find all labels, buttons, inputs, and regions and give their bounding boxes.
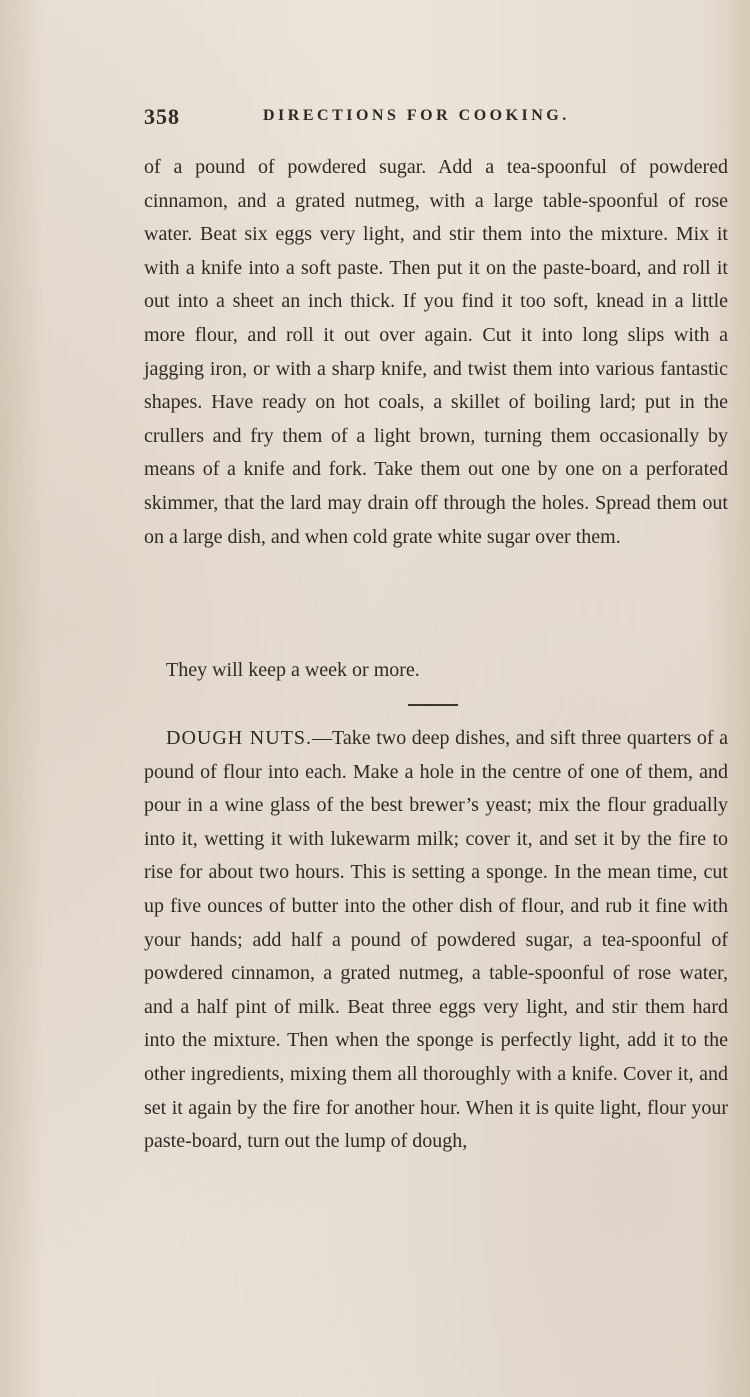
recipe-heading: DOUGH NUTS. bbox=[166, 727, 313, 749]
page-header bbox=[144, 104, 624, 132]
paragraph-crullers-continued: of a pound of powdered sugar. Add a tea-spoonful of powdered cinnamon, and a grated nutmeg, with a large table-spoonful of rose water. Beat six eggs very light, and stir them into the mixture. Mix it with a knife into a soft paste. Then put it on the paste-board, and roll it out into a sheet an inch thick. If you find it too soft, knead in a little more flour, and roll it out over again. Cut it into long slips with a jagging iron, or with a sharp knife, and twist them into various fantastic shapes. Have ready on hot coals, a skillet of boiling lard; put in the crullers and fry them of a light brown, turning them occasionally by means of a knife and fork. Take them out one by one on a perforated skimmer, that the lard may drain off through the holes. Spread them out on a large dish, and when cold grate white sugar over them. bbox=[144, 156, 728, 548]
page-number: 358 bbox=[144, 104, 180, 129]
recipe-body: —Take two deep dishes, and sift three quarters of a pound of flour into each. Make a hole in the centre of one of them, and pour in a wine glass of the best brewer’s yeast; mix the flour gradually into it, wetting it with lukewarm milk; cover it, and set it by the fire to rise for about two hours. This is setting a sponge. In the mean time, cut up five ounces of butter into the other dish of flour, and rub it fine with your hands; add half a pound of powdered sugar, a tea-spoonful of powdered cinnamon, a grated nutmeg, a table-spoonful of rose water, and a half pint of milk. Beat three eggs very light, and stir them hard into the mixture. Then when the sponge is perfectly light, add it to the other ingredients, mixing them all thoroughly with a knife. Cover it, and set it again by the fire for another hour. When it is quite light, flour your paste-board, turn out the lump of dough, bbox=[144, 727, 728, 1153]
paragraph-dough-nuts bbox=[144, 722, 728, 1159]
running-title: DIRECTIONS FOR COOKING. bbox=[263, 107, 570, 124]
section-divider bbox=[408, 704, 458, 706]
paragraph-keeping-note: They will keep a week or more. bbox=[166, 659, 420, 681]
